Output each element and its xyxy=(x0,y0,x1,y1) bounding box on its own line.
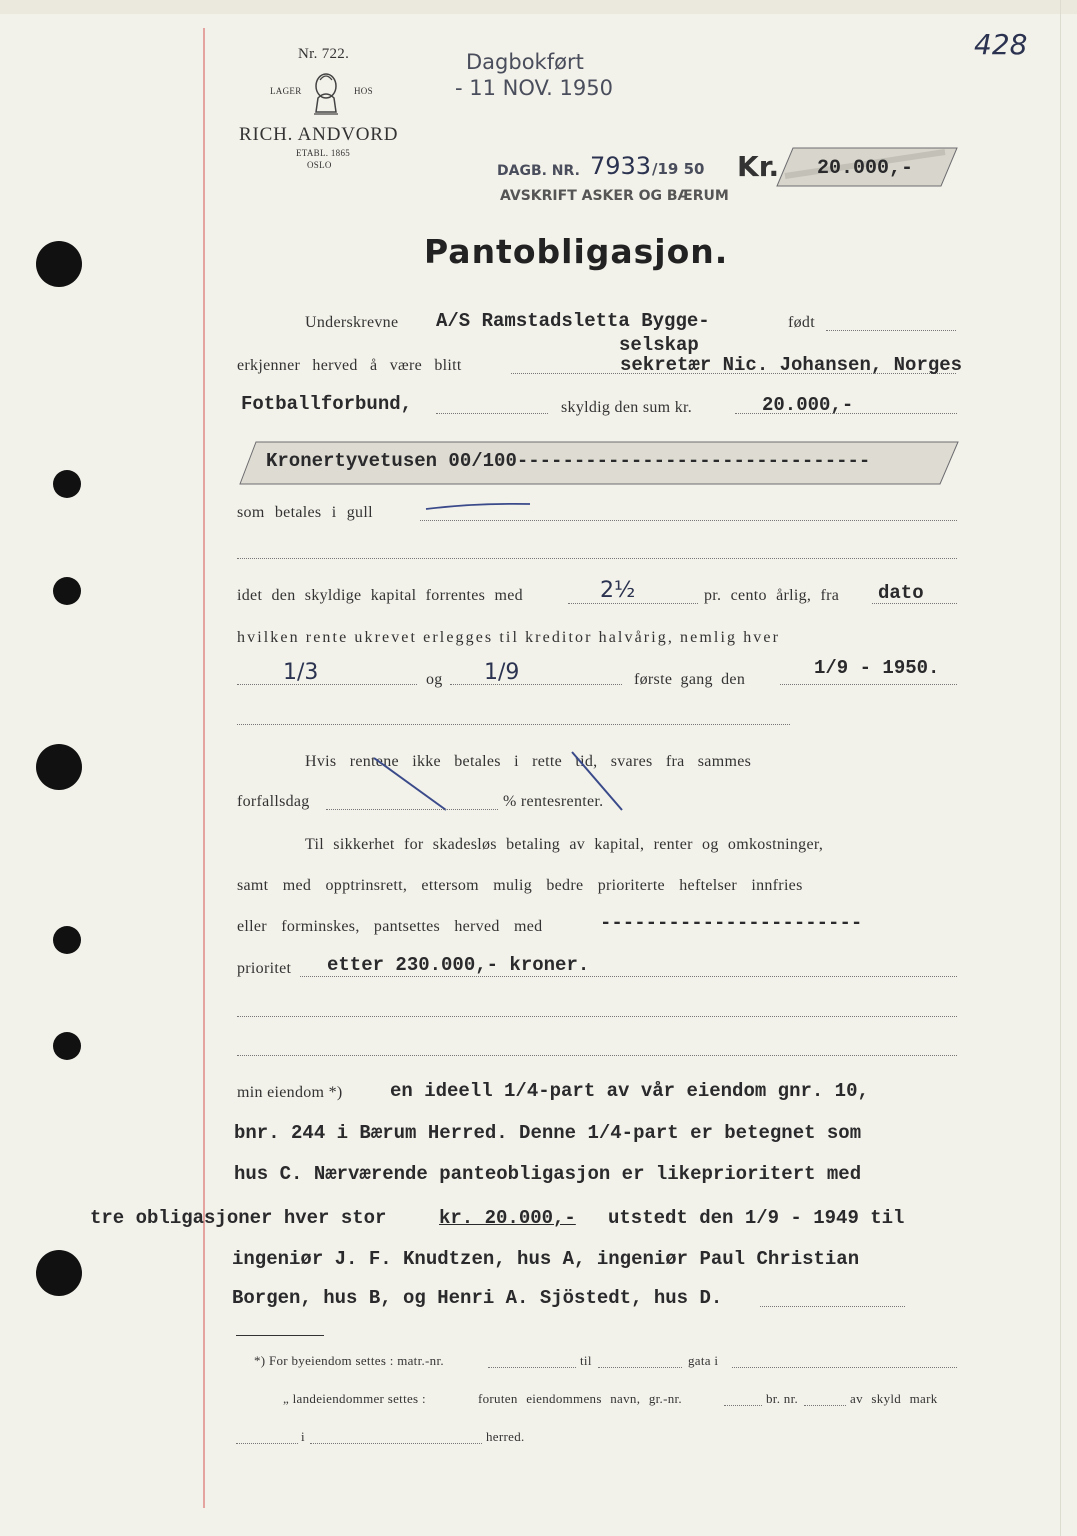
avskrift-stamp: AVSKRIFT ASKER OG BÆRUM xyxy=(500,188,729,204)
creditor-name-2: Fotballforbund, xyxy=(241,393,413,415)
footnote-til-dotted xyxy=(598,1367,682,1368)
dagb-nr-value: 7933 xyxy=(590,152,652,180)
footnote-grnr-dotted xyxy=(724,1405,762,1406)
page-number: 428 xyxy=(974,28,1028,61)
kr-label: Kr. xyxy=(737,150,780,183)
debtor-name-1: A/S Ramstadsletta Bygge- xyxy=(436,310,710,332)
default-text: Hvis rentene ikke betales i rette tid, svares fra sammes xyxy=(305,753,752,770)
property-line-6: Borgen, hus B, og Henri A. Sjöstedt, hus D. xyxy=(232,1287,723,1309)
footnote-br-dotted xyxy=(804,1405,846,1406)
first-payment-date: 1/9 - 1950. xyxy=(814,657,940,679)
payment-date-2: 1/9 xyxy=(484,660,520,685)
default-dotted-line xyxy=(326,809,498,810)
footnote-line-2-skyld: av skyld mark xyxy=(850,1391,938,1406)
interest-rate: 2½ xyxy=(600,578,636,603)
owing-label: skyldig den sum kr. xyxy=(561,399,693,416)
document-title: Pantobligasjon. xyxy=(424,232,729,271)
footnote-line-2-br: br. nr. xyxy=(766,1391,799,1406)
dagbokfort-date-stamp: - 11 NOV. 1950 xyxy=(455,76,613,100)
interest-label: idet den skyldige kapital forrentes med xyxy=(237,587,523,604)
creditor-name-1: sekretær Nic. Johansen, Norges xyxy=(620,354,963,376)
publisher-established: ETABL. 1865 xyxy=(296,148,351,158)
priority-dotted-line xyxy=(300,976,957,977)
security-line-2: samt med opptrinsrett, ettersom mulig bedre prioriterte heftelser innfries xyxy=(237,877,803,894)
born-dotted-line xyxy=(826,330,956,331)
blank-dotted-line-3 xyxy=(237,1016,957,1017)
property-line-4-amount: kr. 20.000,- xyxy=(439,1207,576,1229)
gold-dotted-line xyxy=(420,520,957,521)
punch-hole xyxy=(53,1032,81,1060)
red-margin-line xyxy=(203,28,205,1508)
footnote-line-3-herred: herred. xyxy=(486,1429,525,1444)
blank-dotted-line-4 xyxy=(237,1055,957,1056)
amount-box-value: 20.000,- xyxy=(817,157,914,180)
footnote-line-3-dotted-b xyxy=(310,1443,482,1444)
first-date-dotted-line xyxy=(780,684,957,685)
property-line-4-suffix: utstedt den 1/9 - 1949 til xyxy=(608,1207,905,1229)
logo-right-text: HOS xyxy=(354,86,373,96)
footnote-line-3-i: i xyxy=(301,1429,305,1444)
dagbokfort-stamp: Dagbokført xyxy=(466,50,584,74)
debtor-name-2: selskap xyxy=(619,334,699,356)
gold-handwritten-stroke xyxy=(424,500,534,512)
undersigned-label: Underskrevne xyxy=(305,314,399,331)
payment-label: hvilken rente ukrevet erlegges til kreditor halvårig, nemlig hver xyxy=(237,629,781,646)
property-line-4-prefix: tre obligasjoner hver stor xyxy=(90,1207,387,1229)
date1-dotted-line xyxy=(237,684,417,685)
date2-dotted-line xyxy=(450,684,622,685)
property-line-5: ingeniør J. F. Knudtzen, hus A, ingeniør Paul Christian xyxy=(232,1248,860,1270)
footnote-line-1-prefix: *) For byeiendom settes : matr.-nr. xyxy=(254,1353,444,1368)
footnote-line-1-til: til xyxy=(580,1353,592,1368)
security-line-3-value: ----------------------- xyxy=(600,912,863,934)
security-line-1: Til sikkerhet for skadesløs betaling av kapital, renter og omkostninger, xyxy=(305,836,824,853)
form-number: Nr. 722. xyxy=(298,46,350,62)
footnote-matr-dotted xyxy=(488,1367,576,1368)
punch-hole xyxy=(36,744,82,790)
security-line-3-label: eller forminskes, pantsettes herved med xyxy=(237,918,543,935)
punch-hole xyxy=(36,241,82,287)
sum-value: 20.000,- xyxy=(762,394,854,416)
born-label: født xyxy=(788,314,815,331)
payment-date-1: 1/3 xyxy=(283,660,319,685)
default-label: forfallsdag xyxy=(237,793,310,810)
interest-suffix: pr. cento årlig, fra xyxy=(704,587,840,604)
publisher-city: OSLO xyxy=(307,160,332,170)
interest-from-dotted-line xyxy=(872,603,957,604)
footnote-line-2-prefix: „ landeiendommer settes : xyxy=(283,1391,426,1406)
blank-dotted-line xyxy=(237,558,957,559)
first-time-label: første gang den xyxy=(634,671,746,688)
punch-hole xyxy=(53,470,81,498)
priority-value: etter 230.000,- kroner. xyxy=(327,954,590,976)
property-line-3: hus C. Nærværende panteobligasjon er likeprioritert med xyxy=(234,1163,862,1185)
publisher-logo-icon xyxy=(306,68,346,118)
property-label: min eiendom *) xyxy=(237,1084,343,1101)
footnote-line-3-dotted-a xyxy=(236,1443,298,1444)
blank-dotted-line-2 xyxy=(237,724,790,725)
publisher-name: RICH. ANDVORD xyxy=(239,124,399,145)
punch-hole xyxy=(53,926,81,954)
footnote-line-1-gata: gata i xyxy=(688,1353,719,1368)
gold-label: som betales i gull xyxy=(237,504,373,521)
og-label: og xyxy=(426,671,443,688)
sum-dotted-line xyxy=(735,413,957,414)
property-line-1: en ideell 1/4-part av vår eiendom gnr. 10, xyxy=(390,1080,869,1102)
acknowledge-label: erkjenner herved å være blitt xyxy=(237,357,462,374)
dagb-nr-year: /19 50 xyxy=(652,160,705,178)
footnote-gata-dotted xyxy=(732,1367,957,1368)
property-end-dotted-line xyxy=(760,1306,905,1307)
footnote-separator xyxy=(236,1335,324,1336)
priority-label: prioritet xyxy=(237,960,292,977)
page-right-edge xyxy=(1060,0,1061,1536)
interest-dotted-line xyxy=(568,603,698,604)
page-top-edge xyxy=(0,0,1077,14)
percent-label: % rentesrenter. xyxy=(503,793,604,810)
property-line-2: bnr. 244 i Bærum Herred. Denne 1/4-part er betegnet som xyxy=(234,1122,862,1144)
footnote-line-2-foruten: foruten eiendommens navn, gr.-nr. xyxy=(478,1391,682,1406)
punch-hole xyxy=(36,1250,82,1296)
creditor2-dotted-line xyxy=(436,413,548,414)
sum-in-words: Kronertyvetusen 00/100------------------------------- xyxy=(266,450,871,472)
logo-left-text: LAGER xyxy=(270,86,302,96)
dagb-nr-label: DAGB. NR. xyxy=(497,163,580,179)
punch-hole xyxy=(53,577,81,605)
interest-from: dato xyxy=(878,582,924,604)
